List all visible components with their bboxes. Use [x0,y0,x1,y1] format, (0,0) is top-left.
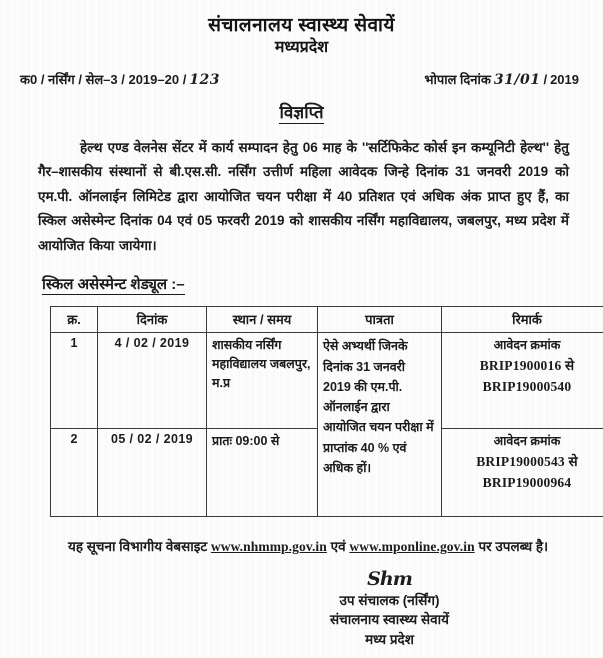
column-header-date: दिनांक [98,307,207,333]
column-header-serial: क्र. [51,307,98,333]
issue-date-block [424,70,579,88]
organization-title: संचालनालय स्वास्थ्य सेवायें [208,15,395,36]
reference-number-block [20,70,220,88]
remark-label-1: आवेदन क्रमांक [493,338,561,353]
reference-row [16,70,587,88]
schedule-heading [16,274,587,294]
cell-serial-2: 2 [51,429,98,517]
organization-subtitle: मध्यप्रदेश [274,38,329,56]
issue-year: 2019 [550,71,579,87]
remark-range-from-2: BRIP19000543 से [476,453,578,469]
column-header-venue-time: स्थान / समय [207,307,318,333]
table-row [51,333,603,429]
schedule-heading-text: स्किल असेस्मेन्ट शेड्यूल :– [42,276,185,294]
cell-remark-1 [442,333,603,429]
footer-note-part3: पर उपलब्ध है। [474,539,549,555]
cell-time: प्रातः 09:00 से [207,429,318,517]
schedule-table-wrapper [50,306,578,517]
page-title-text: विज्ञप्ति [279,102,324,122]
signature-block [16,570,587,648]
eligibility-percent: 40 % एवं अधिक [323,440,407,475]
table-header-row [51,307,603,333]
signatory-state: मध्य प्रदेश [365,631,414,647]
website-link-nhmmp[interactable]: www.nhmmp.gov.in [210,539,327,555]
reference-handwritten-number: 123 [189,71,221,88]
cell-date-1: 4 / 02 / 2019 [98,333,207,429]
footer-note-part2: एवं [326,539,350,555]
signatory-designation: उप संचालक (नर्सिंग) [339,593,440,609]
remark-range-from-1: BRIP1900016 से [479,357,575,373]
cell-remark-2 [442,429,603,517]
remark-range-to-1: BRIP19000540 [482,378,572,394]
cell-eligibility [318,333,442,517]
column-header-remark: रिमार्क [442,307,603,333]
footer-note [16,535,587,560]
signature-mark: Shm [367,568,412,591]
remark-range-to-2: BRIP19000964 [482,474,572,490]
page-title [16,100,587,123]
notice-body-paragraph: हेल्थ एण्ड वेलनेस सेंटर में कार्य सम्पादन हेतु 06 माह के ''सर्टिफिकेट कोर्स इन कम्यूनिटी हेल्थ'' हेतु गैर–शासकीय संस्थानों से बी.एस.सी. नर्सिंग उत्तीर्ण महिला आवेदक जिन्हे दिनांक 31 जनवरी 2019 को एम.पी. ऑनलाईन लिमिटेड द्वारा आयोजित चयन परीक्षा में 40 प्रतिशत एवं अधिक अंक प्राप्त हुए हैं, का स्किल असेस्मेन्ट दिनांक 04 एवं 05 फरवरी 2019 को शासकीय नर्सिंग महाविद्यालय, जबलपुर, मध्य प्रदेश में आयोजित किया जायेगा। [38,139,569,253]
cell-venue: शासकीय नर्सिंग महाविद्यालय जबलपुर, म.प्र [207,333,318,429]
signatory-department: संचालनाय स्वास्थ्य सेवायें [330,612,449,628]
column-header-eligibility: पात्रता [318,307,442,333]
reference-prefix: क0 / नर्सिंग / सेल–3 / 2019–20 / [20,71,187,87]
date-separator: / [543,71,548,87]
eligibility-text-end: हों। [353,460,372,475]
schedule-table [50,306,603,517]
issue-date-handwritten: 31/01 [493,71,541,88]
cell-date-2: 05 / 02 / 2019 [98,429,207,517]
footer-note-part1: यह सूचना विभागीय वेबसाइट [68,539,211,555]
remark-label-2: आवेदन क्रमांक [493,434,561,449]
issue-place-label: भोपाल दिनांक [424,71,491,87]
eligibility-text: ऐसे अभ्यर्थी जिनके दिनांक 31 जनवरी 2019 की एम.पी. ऑनलाईन द्वारा आयोजित चयन परीक्षा में प्राप्तांक [323,339,434,455]
cell-serial-1: 1 [51,333,98,429]
website-link-mponline[interactable]: www.mponline.gov.in [349,539,475,555]
